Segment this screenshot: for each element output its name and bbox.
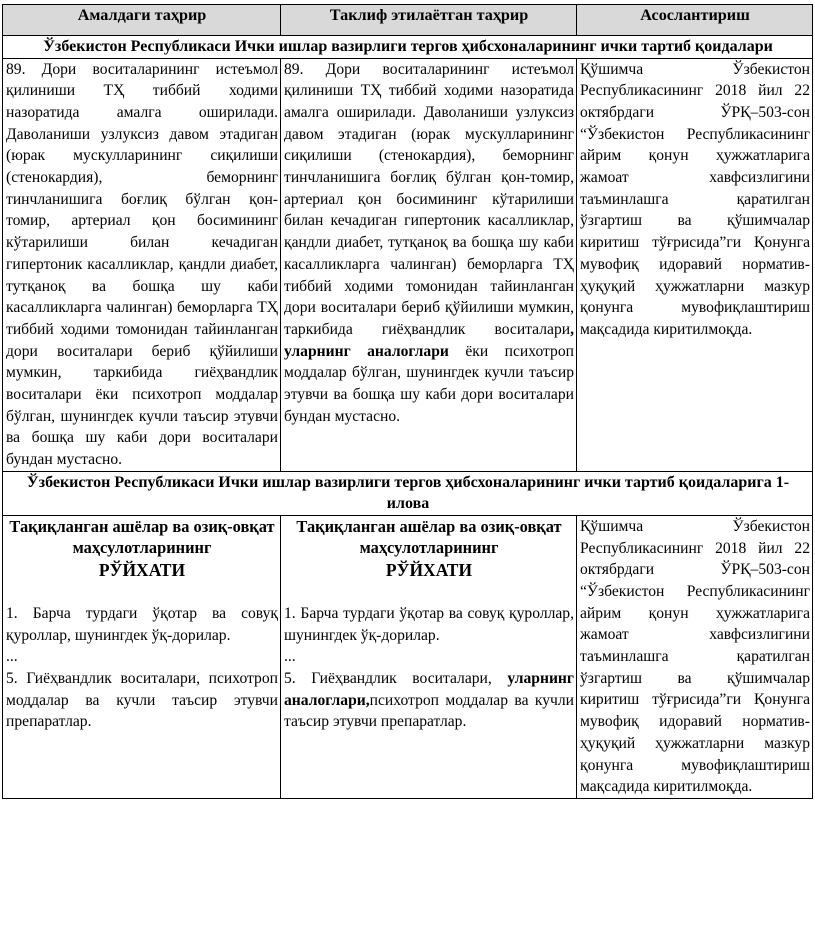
list-ellipsis: ...	[6, 648, 18, 666]
section-row	[3, 36, 813, 59]
table-row	[3, 515, 813, 798]
proposed-text-part: 89. Дори воситаларининг истеъмол қилиниши ТҲ тиббий ходими назоратида амалга оширилади. Даволаниши узлуксиз давом этадиган (юрак мускулларининг сиқилиши (стенокардия), беморнинг тинчланишига боғлиқ бўлган қон-томир, артериал қон босимининг кўтарилиши билан кечадиган гипертоник касалликлар, қандли диабет, тутқаноқ ва бошқа шу каби касалликларга чалинган) беморларга ТҲ тиббий ходими томонидан тайинланган дори воситалари бериб қўйилиши мумкин, таркибида гиёҳвандлик воситалари	[284, 60, 574, 338]
section-title: Ўзбекистон Республикаси Ички ишлар вазирлиги тергов ҳибсхоналарининг ички тартиб қоидалари	[3, 36, 813, 59]
justification-text: Қўшимча Ўзбекистон Республикасининг 2018 йил 22 октябрдаги ЎРҚ–503-сон “Ўзбекистон Республикасининг айрим қонун ҳужжатларига жамоат хавфсизлигини таъминлашга қаратилган ўзгартиш ва қўшимчалар киритиш тўғрисида”ги Қонунга мувофиқ идоравий норматив-ҳуқуқий ҳужжатларни мазкур қонунга мувофиқлаштириш мақсадида киритилмоқда.	[580, 60, 810, 338]
section-row	[3, 471, 813, 515]
current-paragraph: 89. Дори воситаларининг истеъмол қилиниши ТҲ тиббий ходими назоратида амалга оширилади. Даволаниши узлуксиз давом этадиган (юрак мускулларининг сиқилиши (стенокардия), беморнинг тинчланишига боғлиқ бўлган қон-томир, артериал қон босимининг кўтарилиши билан кечадиган гипертоник касалликлар, қандли диабет, тутқаноқ ва бошқа шу каби касалликларга чалинган) беморларга ТҲ тиббий ходими томонидан тайинланган дори воситалари бериб қўйилиши мумкин, таркибида гиёҳвандлик воситалари ёки психотроп моддалар бўлган, шунингдек кучли таъсир этувчи ва бошқа шу каби дори воситалари бундан мустасно.	[6, 60, 278, 469]
proposed-text-part: психотроп моддалар ва кучли таъсир этувчи препаратлар.	[284, 691, 574, 731]
proposed-list-cell	[281, 515, 577, 798]
justification-text: Қўшимча Ўзбекистон Республикасининг 2018 йил 22 октябрдаги ЎРҚ–503-сон “Ўзбекистон Республикасининг айрим қонун ҳужжатларига жамоат хавфсизлигини таъминлашга қаратилган ўзгартиш ва қўшимчалар киритиш тўғрисида”ги Қонунга мувофиқ идоравий норматив-ҳуқуқий ҳужжатларни мазкур қонунга мувофиқлаштириш мақсадида киритилмоқда.	[580, 517, 810, 796]
header-current-edition: Амалдаги таҳрир	[3, 5, 281, 36]
current-list-cell	[3, 515, 281, 798]
list-title-heading: РЎЙХАТИ	[98, 559, 186, 580]
justification-cell	[577, 58, 813, 471]
proposed-paragraph	[284, 59, 574, 428]
header-proposed-edition: Таклиф этилаётган таҳрир	[281, 5, 577, 36]
list-item	[284, 668, 574, 733]
list-title: Тақиқланган ашёлар ва озиқ-овқат маҳсулотларининг	[296, 516, 562, 558]
list-item: 5. Гиёҳвандлик воситалари, психотроп моддалар ва кучли таъсир этувчи препаратлар.	[6, 669, 278, 731]
justification-cell	[577, 515, 813, 798]
proposed-added-text: , уларнинг аналоглари	[284, 320, 574, 360]
proposed-text-cell	[281, 58, 577, 471]
list-title: Тақиқланган ашёлар ва озиқ-овқат маҳсулотларининг	[9, 516, 275, 558]
section-title: Ўзбекистон Республикаси Ички ишлар вазирлиги тергов ҳибсхоналарининг ички тартиб қоидаларига 1-илова	[3, 471, 813, 515]
list-title-heading: РЎЙХАТИ	[385, 559, 473, 580]
current-text-cell	[3, 58, 281, 471]
header-justification: Асослантириш	[577, 5, 813, 36]
table-row	[3, 58, 813, 471]
comparison-table	[2, 4, 813, 799]
proposed-text-part: 5. Гиёҳвандлик воситалари,	[284, 669, 508, 687]
proposed-text-part: ёки психотроп моддалар бўлган, шунингдек кучли таъсир этувчи ва бошқа шу каби дори воситалари бундан мустасно.	[284, 342, 574, 425]
list-ellipsis: ...	[284, 648, 296, 666]
list-item: 1. Барча турдаги ўқотар ва совуқ қуроллар, шунингдек ўқ-дорилар.	[284, 604, 574, 644]
list-item: 1. Барча турдаги ўқотар ва совуқ қуроллар, шунингдек ўқ-дорилар.	[6, 604, 278, 644]
proposed-added-text: уларнинг аналоглари,	[284, 669, 574, 709]
header-row	[3, 5, 813, 36]
